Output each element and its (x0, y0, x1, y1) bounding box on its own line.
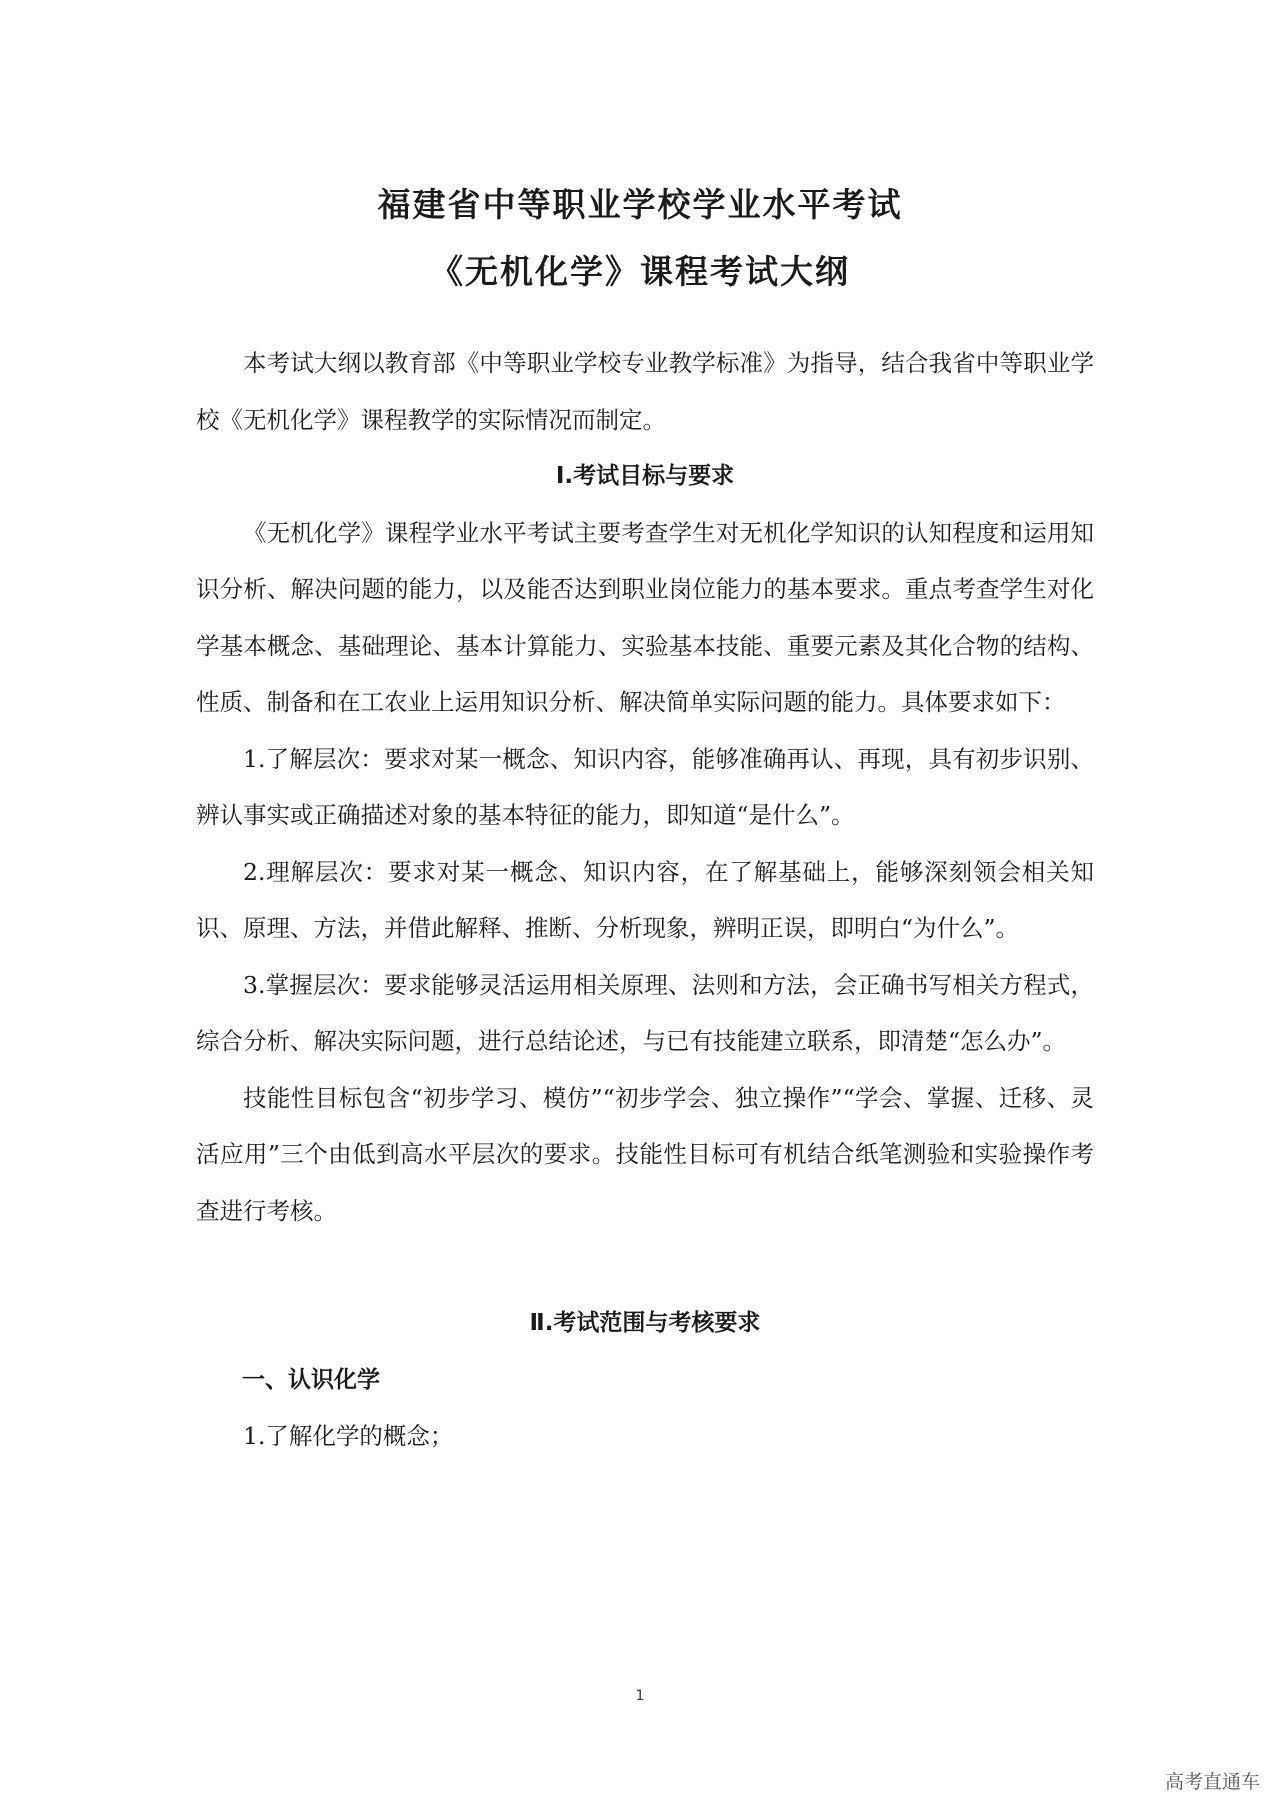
section1-heading: Ⅰ.考试目标与要求 (555, 463, 735, 489)
page-number: 1 (635, 1688, 645, 1704)
watermark-text: 高考直通车 (1164, 1771, 1260, 1793)
level-master-paragraph: 3.掌握层次：要求能够灵活运用相关原理、法则和方法，会正确书写相关方程式，综合分析、解决实际问题，进行总结论述，与已有技能建立联系，即清楚“怎么办”。 (196, 970, 1094, 1055)
intro-paragraph: 本考试大纲以教育部《中等职业学校专业教学标准》为指导，结合我省中等职业学校《无机化学》课程教学的实际情况而制定。 (196, 349, 1094, 434)
level-comprehend-paragraph: 2.理解层次：要求对某一概念、知识内容，在了解基础上，能够深刻领会相关知识、原理、方法，并借此解释、推断、分析现象，辨明正误，即明白“为什么”。 (196, 857, 1094, 942)
document-title-line1: 福建省中等职业学校学业水平考试 (377, 185, 903, 224)
subsection1-heading: 一、认识化学 (242, 1366, 380, 1393)
level-understand-paragraph: 1.了解层次：要求对某一概念、知识内容，能够准确再认、再现，具有初步识别、辨认事实或正确描述对象的基本特征的能力，即知道“是什么”。 (196, 744, 1094, 829)
section-spacer (196, 1239, 1094, 1295)
document-title-line2: 《无机化学》课程考试大纲 (430, 252, 850, 291)
section2-heading: Ⅱ.考试范围与考核要求 (529, 1310, 761, 1336)
section1-paragraph: 《无机化学》课程学业水平考试主要考查学生对无机化学知识的认知程度和运用知识分析、解决问题的能力，以及能否达到职业岗位能力的基本要求。重点考查学生对化学基本概念、基础理论、基本计算能力、实验基本技能、重要元素及其化合物的结构、性质、制备和在工农业上运用知识分析、解决简单实际问题的能力。具体要求如下： (196, 518, 1094, 716)
document-body (196, 335, 1094, 1465)
subsection1-item: 1.了解化学的概念； (243, 1422, 454, 1450)
skill-goal-paragraph: 技能性目标包含“初步学习、模仿”“初步学会、独立操作”“学会、掌握、迁移、灵活应用”三个由低到高水平层次的要求。技能性目标可有机结合纸笔测验和实验操作考查进行考核。 (196, 1083, 1094, 1225)
